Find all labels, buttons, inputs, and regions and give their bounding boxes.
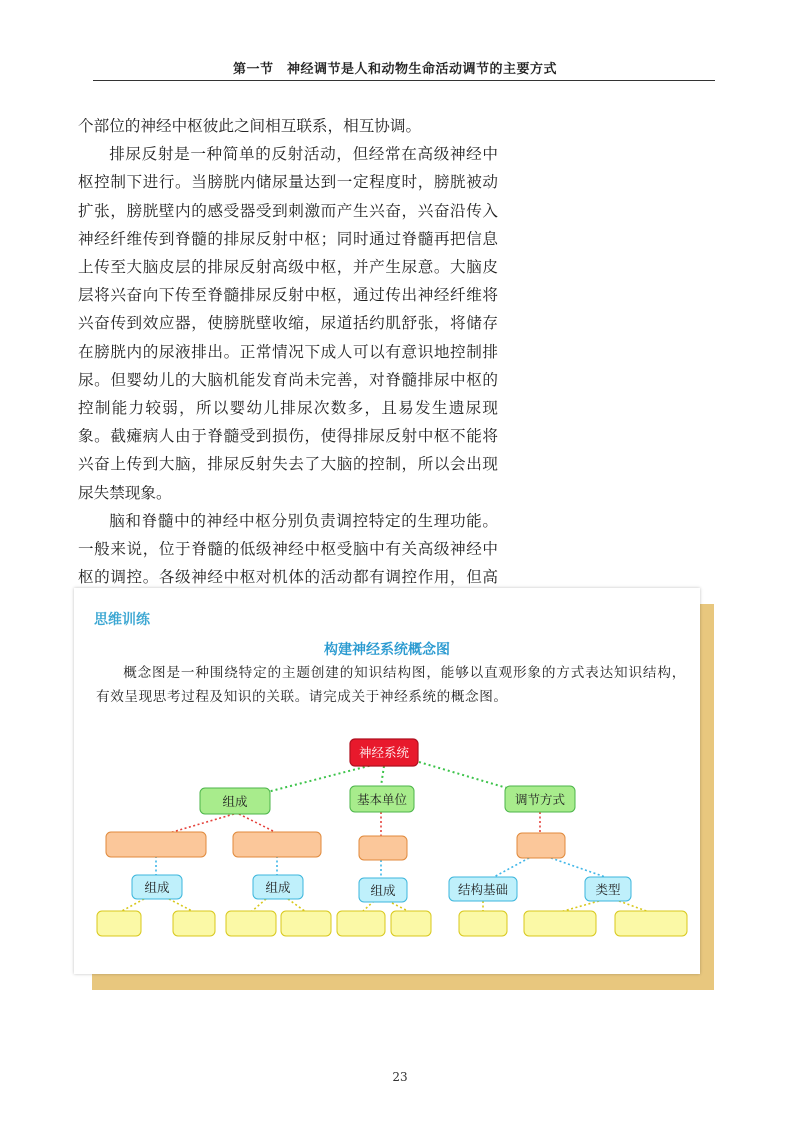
connector-line — [120, 899, 144, 912]
connector-line — [492, 858, 529, 878]
paragraph: 个部位的神经中枢彼此之间相互联系，相互协调。 — [78, 117, 422, 135]
connector-line — [169, 899, 194, 912]
level3-node-structural-basis-label: 结构基础 — [457, 882, 509, 897]
thinking-exercise-box — [74, 588, 700, 974]
connector-line — [560, 901, 599, 912]
concept-map — [74, 588, 700, 974]
blank-answer-box — [459, 911, 507, 936]
page-number: 23 — [392, 1070, 408, 1084]
level3-node-composition-label: 组成 — [265, 880, 291, 895]
connector-line — [362, 901, 374, 912]
blank-answer-box — [106, 832, 206, 857]
blank-answer-box — [281, 911, 331, 936]
blank-answer-box — [615, 911, 687, 936]
connector-line — [388, 901, 410, 912]
blank-answer-box — [391, 911, 431, 936]
connector-line — [381, 766, 384, 786]
paragraph: 排尿反射是一种简单的反射活动，但经常在高级神经中枢控制下进行。当膀胱内储尿量达到一定程度时，膀胱被动扩张，膀胱壁内的感受器受到刺激而产生兴奋，兴奋沿传入神经纤维传到脊髓的排尿反射中枢；同时通过脊髓再把信息上传至大脑皮层的排尿反射高级中枢，并产生尿意。大脑皮层将兴奋向下传至脊髓排尿反射中枢，通过传出神经纤维将兴奋传到效应器，使膀胱壁收缩，尿道括约肌舒张，将储存在膀胱内的尿液排出。正常情况下成人可以有意识地控制排尿。但婴幼儿的大脑机能发育尚未完善，对脊髓排尿中枢的控制能力较弱，所以婴幼儿排尿次数多，且易发生遗尿现象。截瘫病人由于脊髓受到损伤，使得排尿反射中枢不能将兴奋上传到大脑，排尿反射失去了大脑的控制，所以会出现尿失禁现象。 — [78, 145, 498, 502]
connector-line — [619, 901, 649, 912]
level3-node-composition-label: 组成 — [370, 883, 396, 898]
blank-answer-box — [233, 832, 321, 857]
exercise-label: 思维训练 — [94, 612, 150, 628]
blank-answer-box — [524, 911, 596, 936]
connector-line — [288, 899, 306, 912]
level1-node-composition-label: 组成 — [222, 794, 248, 809]
level1-node-basic-unit-label: 基本单位 — [356, 792, 408, 807]
root-node-label: 神经系统 — [358, 745, 410, 760]
chapter-section-title: 第一节 神经调节是人和动物生命活动调节的主要方式 — [232, 62, 557, 77]
blank-answer-box — [97, 911, 141, 936]
level3-node-type-label: 类型 — [595, 882, 621, 897]
exercise-description-text: 概念图是一种围绕特定的主题创建的知识结构图，能够以直观形象的方式表达知识结构，有效呈现思考过程及知识的关联。请完成关于神经系统的概念图。 — [96, 665, 686, 705]
blank-answer-box — [337, 911, 385, 936]
connector-line — [239, 814, 277, 833]
blank-answer-box — [517, 833, 565, 858]
blank-answer-box — [173, 911, 215, 936]
blank-answer-box — [359, 836, 407, 860]
connector-line — [169, 814, 234, 833]
level3-node-composition-label: 组成 — [144, 880, 170, 895]
running-header — [93, 58, 715, 81]
blank-answer-box — [226, 911, 276, 936]
level1-node-regulation-mode-label: 调节方式 — [514, 792, 566, 807]
exercise-title: 构建神经系统概念图 — [324, 642, 450, 658]
connector-line — [251, 899, 266, 912]
level1-connectors — [169, 812, 540, 836]
body-text — [78, 112, 498, 620]
paragraph: 脑和脊髓中的神经中枢分别负责调控特定的生理功能。一般来说，位于脊髓的低级神经中枢受脑中有关高级神经中枢的调控。各级神经中枢对机体的活动都有调控作用，但高 — [78, 511, 498, 587]
connector-line — [551, 858, 608, 878]
